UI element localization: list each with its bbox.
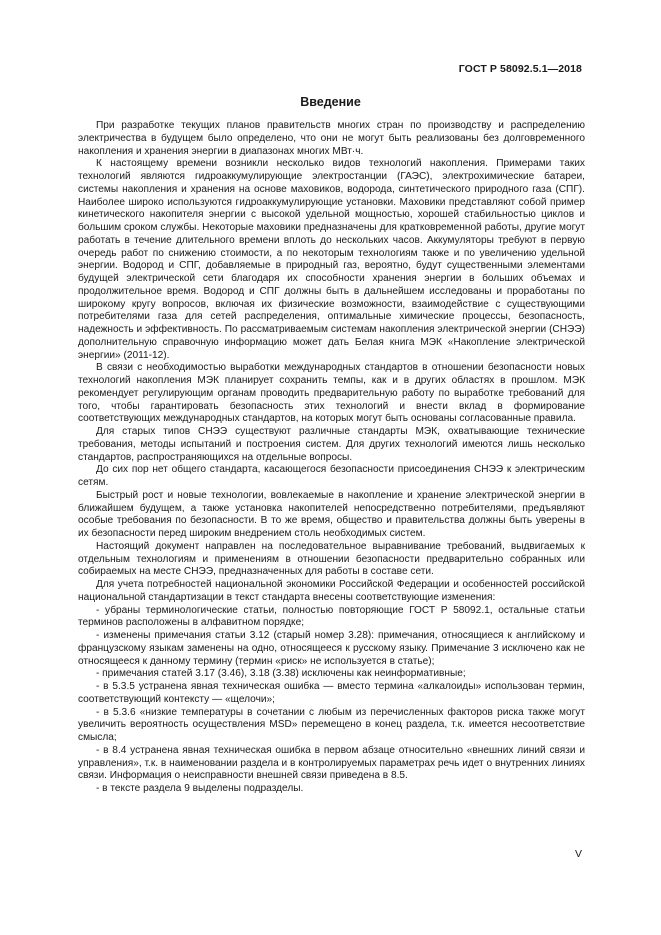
paragraph: Для учета потребностей национальной экономики Российской Федерации и особенностей российской национальной стандартизации в текст стандарта внесены соответствующие изменения: [78,579,585,603]
list-item: - убраны терминологические статьи, полностью повторяющие ГОСТ Р 58092.1, остальные статьи терминов расположены в алфавитном порядке; [78,604,585,629]
paragraph: Настоящий документ направлен на последовательное выравнивание требований, выдвигаемых к отдельным технологиям и применениям в отношении безопасности предварительно собранных или собираемых на месте СНЭЭ, предназначенных для работы в составе сети. [78,540,585,578]
list-item: - в 5.3.6 «низкие температуры в сочетании с любым из перечисленных факторов риска также могут увеличить вероятность осуществления MSD» перемещено в конец раздела, т.к. имеется несоответствие смысла; [78,706,585,743]
list-item: - в 8.4 устранена явная техническая ошибка в первом абзаце относительно «внешних линий связи и управления», т.к. в наименовании раздела и в контролируемых параметрах речь идет о внутренних линиях связи. Информация о неисправности внешней связи приведена в 8.5. [78,744,585,782]
paragraph: Для старых типов СНЭЭ существуют различные стандарты МЭК, охватывающие технические требования, методы испытаний и построения систем. Для других технологий имеются лишь несколько стандартов, распространяющихся на отдельные вопросы. [78,426,585,463]
paragraph: При разработке текущих планов правительств многих стран по производству и распределению электричества в будущем было определено, что они не могут быть реализованы без долговременного накопления и хранения энергии в диапазонах многих МВт·ч. [78,120,585,157]
paragraph: Быстрый рост и новые технологии, вовлекаемые в накопление и хранение электрической энергии в ближайшем будущем, а также установка накопителей непосредственно потребителями, предъявляют особые требования по безопасности. В то же время, общество и правительства должны быть уверены в их безопасности перед широким внедрением столь необходимых систем. [78,489,585,539]
paragraph: До сих пор нет общего стандарта, касающегося безопасности присоединения СНЭЭ к электрическим сетям. [78,464,585,488]
list-item: - в тексте раздела 9 выделены подразделы. [96,783,304,794]
page-number: V [574,848,582,860]
paragraph: К настоящему времени возникли несколько видов технологий накопления. Примерами таких технологий являются гидроаккумулирующие электростанции (ГАЭС), электрохимические батареи, системы накопления и хранения на основе маховиков, водорода, синтетического природного газа (СПГ). Наиболее широко используются гидроаккумулирующие установки. Маховики представляют собой пример кинетического накопителя энергии с высокой удельной мощностью, хорошей стабильностью циклов и большим сроком службы. Некоторые маховики предназначены для кратковременной работы, другие могут работать в течение длительного времени вплоть до нескольких часов. Аккумуляторы требуют в первую очередь работ по снижению стоимости, а по некоторым технологиям также и по увеличению удельной энергии. Водород и СПГ, добавляемые в природный газ, вероятно, будут существенными элементами будущей электрической сети благодаря их способности хранения энергии в больших объемах и продолжительное время. Водород и СПГ должны быть в дальнейшем исследованы и проработаны по широкому кругу вопросов, включая их физические возможности, взаимодействие с существующими потребителями газа для сетей распределения, оптимальные химические процессы, безопасность, надежность и эффективность. По рассматриваемым системам накопления электрической энергии (СНЭЭ) дополнительную справочную информацию может дать Белая книга МЭК «Накопление электрической энергии» (2011-12). [78,158,585,361]
paragraph: В связи с необходимостью выработки международных стандартов в отношении безопасности новых технологий накопления МЭК планирует сохранить темпы, как и в других областях в прошлом. МЭК рекомендует регулирующим органам проводить предварительную работу по выработке требований для того, чтобы гарантировать безопасность этих технологий и внести вклад в формирование соответствующих международных стандартов, на которых могут быть основаны согласованные правила. [78,362,585,425]
list-item: - изменены примечания статьи 3.12 (старый номер 3.28): примечания, относящиеся к английскому и французскому языкам заменены на одно, относящееся к русскому языку. Примечание 3 исключено как не относящееся к данному термину (термин «риск» не используется в статье); [78,630,585,667]
document-code: ГОСТ Р 58092.5.1—2018 [458,63,582,75]
section-title: Введение [300,95,361,109]
list-item: - примечания статей 3.17 (3.46), 3.18 (3.38) исключены как неинформативные; [96,668,466,680]
list-item: - в 5.3.5 устранена явная техническая ошибка — вместо термина «алкалоиды» использован термин, соответствующий контексту — «щелочи»; [78,681,585,705]
body-text [78,120,585,796]
